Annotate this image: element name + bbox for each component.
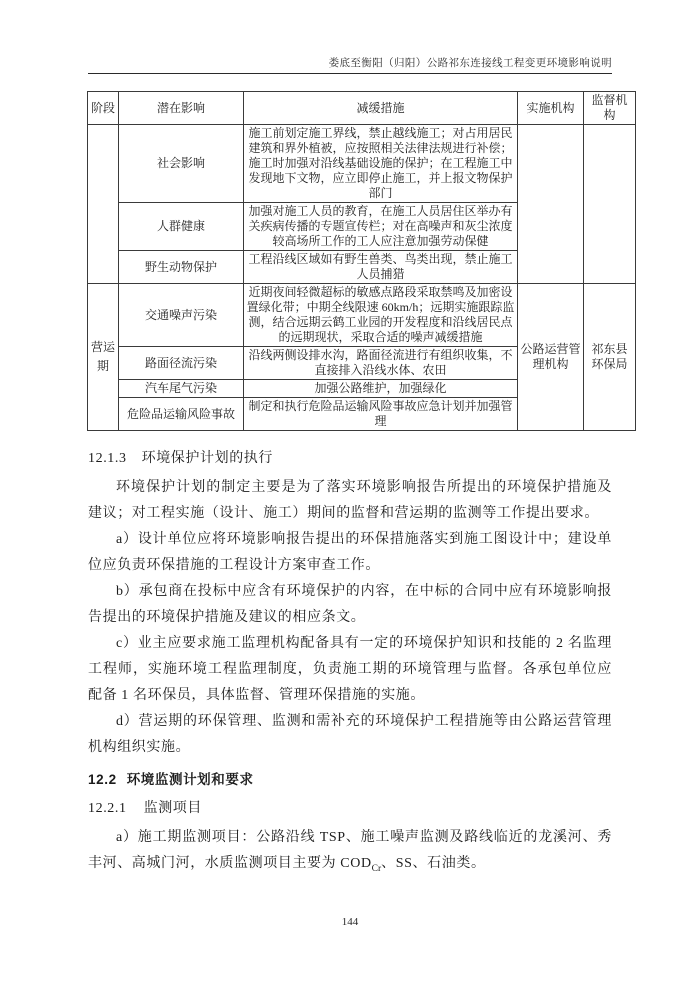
measure-cell: 加强公路维护，加强绿化 — [244, 380, 518, 398]
paragraph-monitoring-items — [88, 825, 612, 882]
cod-subscript: Cr — [371, 863, 382, 874]
impact-cell: 路面径流污染 — [119, 347, 244, 380]
measure-cell: 施工前划定施工界线，禁止越线施工；对占用居民建筑和界外植被，应按照相关法律法规进行补偿；施工时加强对沿线基础设施的保护；在工程施工中发现地下文物，应立即停止施工，并上报文物保护部门 — [244, 125, 518, 203]
paragraph-item-a: a）设计单位应将环境影响报告提出的环保措施落实到施工图设计中；建设单位应负责环保措施的工程设计方案审查工作。 — [88, 532, 612, 573]
stage-cell-operation: 营运期 — [88, 284, 119, 431]
measure-cell: 加强对施工人员的教育，在施工人员居住区举办有关疾病传播的专题宣传栏；对在高噪声和灰尘浓度较高场所工作的工人应注意加强劳动保健 — [244, 203, 518, 251]
measure-cell: 工程沿线区域如有野生兽类、鸟类出现，禁止施工人员捕猎 — [244, 251, 518, 284]
section-heading-12-2-1 — [88, 796, 612, 822]
column-header-measures: 减缓措施 — [244, 92, 518, 125]
header-title: 娄底至衡阳（归阳）公路祁东连接线工程变更环境影响说明 — [328, 58, 612, 69]
column-header-impact: 潜在影响 — [119, 92, 244, 125]
section-number: 12.1.3 — [88, 451, 127, 466]
measure-cell: 制定和执行危险品运输风险事故应急计划并加强管理 — [244, 398, 518, 431]
impact-cell: 汽车尾气污染 — [119, 380, 244, 398]
monitoring-text-suffix: 、SS、石油类。 — [381, 856, 486, 871]
table-row — [88, 284, 636, 347]
section-number: 12.2.1 — [88, 801, 127, 816]
impact-cell: 野生动物保护 — [119, 251, 244, 284]
column-header-implement: 实施机构 — [518, 92, 584, 125]
paragraph-item-b: b）承包商在投标中应含有环境保护的内容，在中标的合同中应有环境影响报告提出的环境保护措施及建议的相应条文。 — [88, 584, 612, 625]
header-rule — [88, 73, 612, 74]
implement-agency-cell — [518, 125, 584, 284]
measure-cell: 近期夜间轻微超标的敏感点路段采取禁鸣及加密设置绿化带；中期全线限速 60km/h；远期实施跟踪监测，结合远期云鹤工业园的开发程度和沿线居民点的远期现状，采取合适的噪声减缓措施 — [244, 284, 518, 347]
section-heading-12-1-3 — [88, 446, 612, 472]
monitoring-text-prefix: a）施工期监测项目：公路沿线 TSP、施工噪声监测及路线临近的龙溪河、秀丰河、高城门河，水质监测项目主要为 COD — [88, 830, 612, 871]
column-header-supervise: 监督机构 — [584, 92, 636, 125]
supervise-agency-cell — [584, 125, 636, 284]
impact-cell: 人群健康 — [119, 203, 244, 251]
implement-agency-cell: 公路运营管理机构 — [518, 284, 584, 431]
paragraph-item-c: c）业主应要求施工监理机构配备具有一定的环境保护知识和技能的 2 名监理工程师，实施环境工程监理制度，负责施工期的环境管理与监督。各承包单位应配备 1 名环保员，具体监督、管理环保措施的实施。 — [88, 636, 612, 703]
section-title: 环境保护计划的执行 — [141, 451, 274, 466]
table-header-row — [88, 92, 636, 125]
page-number: 144 — [341, 916, 359, 928]
section-title: 监测项目 — [143, 801, 203, 816]
impact-cell: 社会影响 — [119, 125, 244, 203]
section-number: 12.2 — [88, 772, 117, 787]
impact-cell: 危险品运输风险事故 — [119, 398, 244, 431]
table-row — [88, 125, 636, 203]
section-title: 环境监测计划和要求 — [126, 772, 254, 787]
impact-cell: 交通噪声污染 — [119, 284, 244, 347]
supervise-agency-cell: 祁东县环保局 — [584, 284, 636, 431]
paragraph-item-d: d）营运期的环保管理、监测和需补充的环境保护工程措施等由公路运营管理机构组织实施。 — [88, 714, 612, 755]
mitigation-measures-table — [87, 91, 636, 431]
column-header-stage: 阶段 — [88, 92, 119, 125]
paragraph-intro: 环境保护计划的制定主要是为了落实环境影响报告所提出的环境保护措施及建议；对工程实施（设计、施工）期间的监督和营运期的监测等工作提出要求。 — [88, 480, 612, 521]
measure-cell: 沿线两侧设排水沟，路面径流进行有组织收集，不直接排入沿线水体、农田 — [244, 347, 518, 380]
stage-cell-construction — [88, 125, 119, 284]
section-heading-12-2 — [88, 767, 612, 793]
